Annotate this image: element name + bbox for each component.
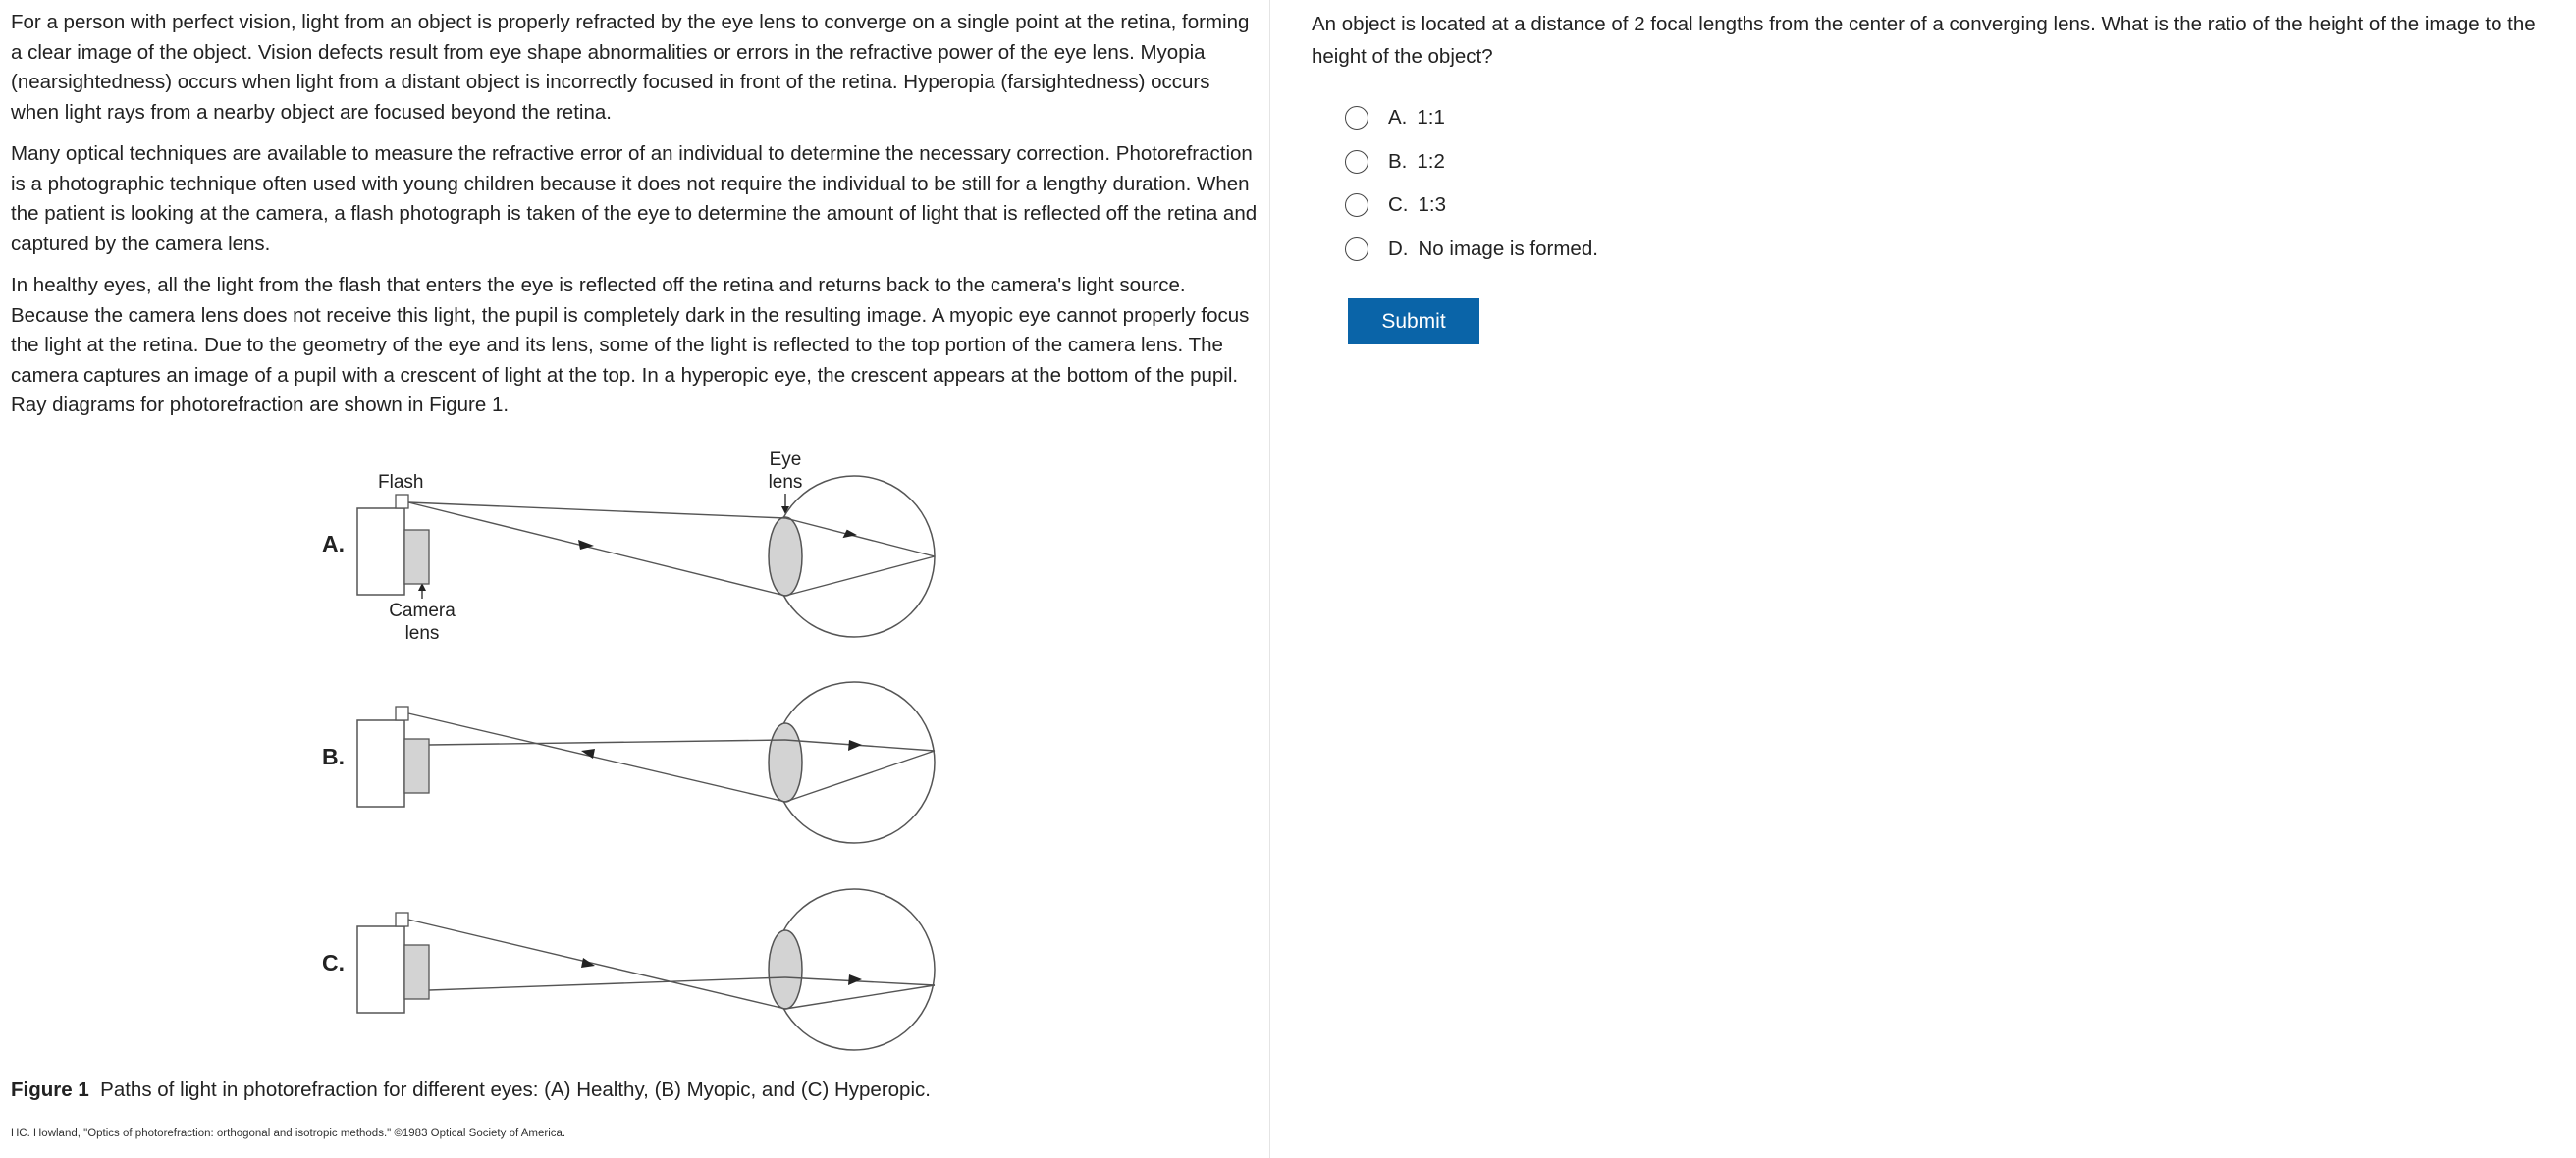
figure-caption — [11, 1076, 931, 1105]
question-pane — [1312, 8, 2558, 344]
camera-lens — [404, 530, 429, 584]
choice-text: No image is formed. — [1418, 237, 1598, 260]
eye-lens — [769, 723, 802, 802]
choice-letter: D. — [1388, 237, 1409, 260]
passage-pane — [0, 0, 1270, 1158]
panel-b-label: B. — [322, 744, 345, 769]
choice-d[interactable] — [1345, 228, 2558, 272]
flash-unit — [396, 913, 408, 926]
choice-letter: B. — [1388, 149, 1408, 173]
ray-arrow — [581, 749, 595, 759]
figure-credit: HC. Howland, "Optics of photorefraction: orthogonal and isotropic methods." ©1983 Optical Society of America. — [11, 1128, 566, 1139]
panel-c-diagram — [357, 889, 935, 1050]
choice-text: 1:2 — [1417, 149, 1445, 173]
radio-button[interactable] — [1345, 106, 1368, 130]
passage-paragraph-3: In healthy eyes, all the light from the flash that enters the eye is reflected off the retina and returns back to the camera's light source. Because the camera lens does not receive this light, the pupil is completely dark in the resulting image. A myopic eye cannot properly focus the light at the retina. Due to the geometry of the eye and its lens, some of the light is reflected to the top portion of the camera lens. The camera captures an image of a pupil with a crescent of light at the top. In a hyperopic eye, the crescent appears at the bottom of the pupil. Ray diagrams for photorefraction are shown in Figure 1. — [11, 274, 1250, 416]
figure-1 — [304, 442, 972, 1060]
flash-unit — [396, 707, 408, 720]
camera-lens — [404, 739, 429, 793]
answer-choices — [1345, 96, 2558, 271]
passage-paragraph-2: Many optical techniques are available to measure the refractive error of an individual to determine the necessary correction. Photorefraction is a photographic technique often used with young children because it does not require the individual to be still for a lengthy duration. When the patient is looking at the camera, a flash photograph is taken of the eye to determine the amount of light that is reflected off the retina and captured by the camera lens. — [11, 142, 1258, 255]
submit-button[interactable]: Submit — [1348, 298, 1479, 344]
camera-lens — [404, 945, 429, 999]
choice-b[interactable] — [1345, 140, 2558, 184]
figure-caption-text: Paths of light in photorefraction for different eyes: (A) Healthy, (B) Myopic, and (C) Hyperopic. — [100, 1079, 931, 1101]
camera-body — [357, 926, 404, 1013]
eye-lens-label-line2: lens — [768, 472, 803, 493]
choice-letter: C. — [1388, 193, 1409, 217]
camera-lens-label-line2: lens — [404, 623, 440, 644]
choice-a[interactable] — [1345, 96, 2558, 140]
eye-lens — [769, 930, 802, 1009]
choice-c[interactable] — [1345, 184, 2558, 228]
camera-body — [357, 508, 404, 595]
ray — [408, 920, 785, 1009]
camera-body — [357, 720, 404, 807]
choice-letter: A. — [1388, 106, 1408, 130]
figure-caption-label: Figure 1 — [11, 1079, 89, 1101]
question-stem: An object is located at a distance of 2 focal lengths from the center of a converging lens. What is the ratio of the height of the image to the height of the object? — [1312, 13, 2536, 68]
eye-lens — [769, 517, 802, 596]
ray — [408, 713, 785, 802]
eye-lens-label-line1: Eye — [769, 449, 802, 470]
ray-diagram — [304, 442, 972, 1060]
panel-b-diagram — [357, 682, 935, 843]
passage-paragraph-1: For a person with perfect vision, light from an object is properly refracted by the eye lens to converge on a single point at the retina, forming a clear image of the object. Vision defects result from eye shape abnormalities or errors in the refractive power of the eye lens. Myopia (nearsightedness) occurs when light from a distant object is incorrectly focused in front of the retina. Hyperopia (farsightedness) occurs when light rays from a nearby object are focused beyond the retina. — [11, 11, 1250, 124]
radio-button[interactable] — [1345, 150, 1368, 174]
panel-c-label: C. — [322, 950, 345, 975]
ray — [429, 977, 785, 990]
panel-a-label: A. — [322, 531, 345, 556]
flash-label: Flash — [378, 472, 424, 493]
camera-lens-label-line1: Camera — [389, 601, 456, 621]
ray — [429, 740, 785, 745]
flash-unit — [396, 495, 408, 508]
radio-button[interactable] — [1345, 237, 1368, 261]
radio-button[interactable] — [1345, 193, 1368, 217]
choice-text: 1:1 — [1417, 106, 1445, 130]
choice-text: 1:3 — [1418, 193, 1446, 217]
